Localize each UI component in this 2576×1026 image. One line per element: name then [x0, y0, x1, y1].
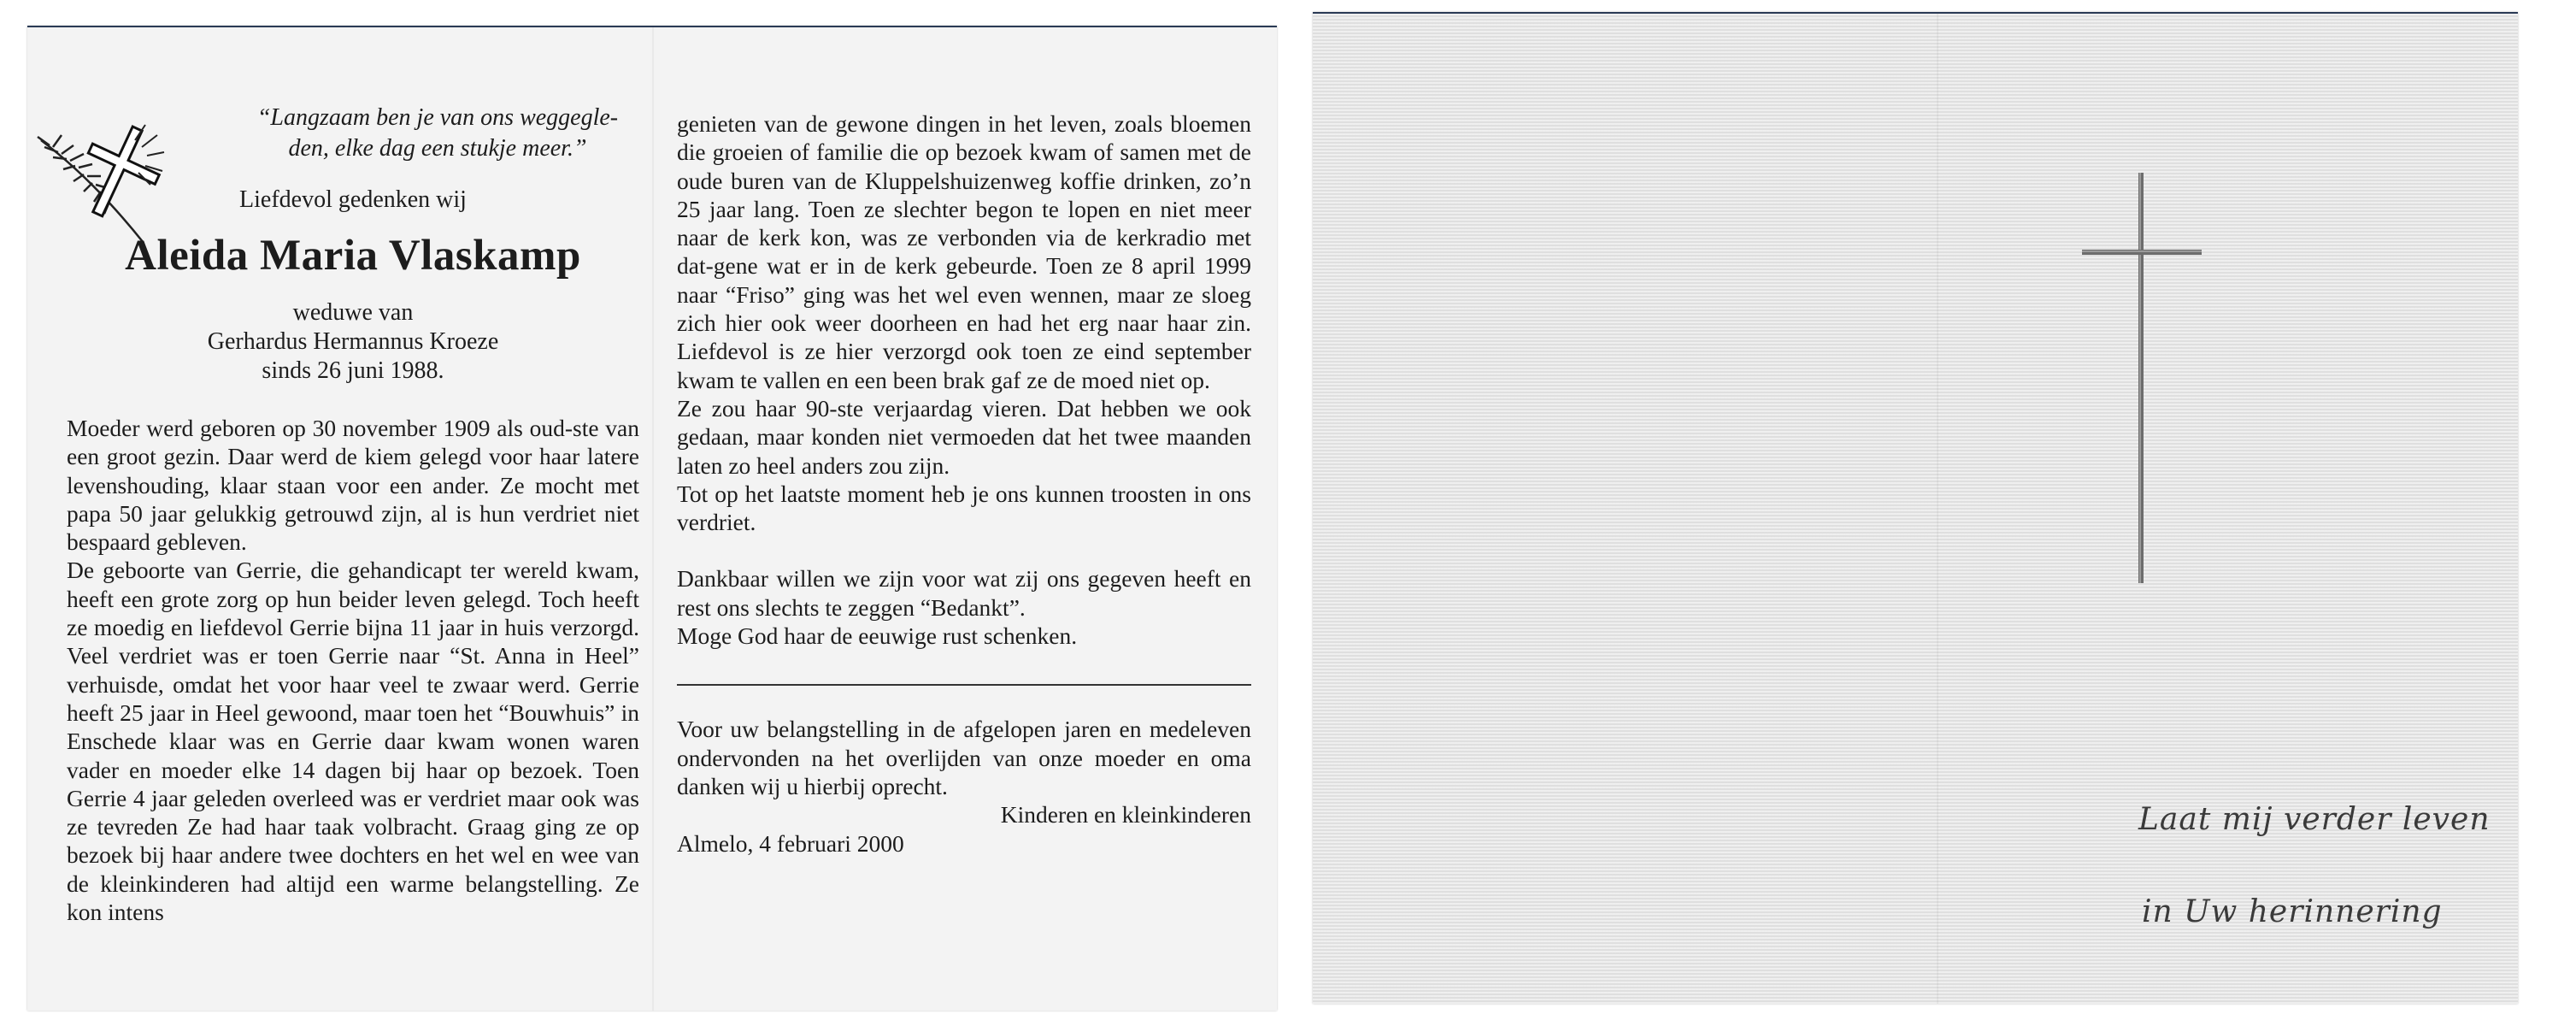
biography-paragraph: Ze zou haar 90-ste verjaardag vieren. Dat hebben we ook gedaan, maar konden niet vermoeden dat het twee maanden laten zo heel anders zou zijn.: [677, 394, 1251, 479]
intro-text: Liefdevol gedenken wij: [239, 186, 467, 213]
husband-name: Gerhardus Hermannus Kroeze: [207, 328, 499, 355]
blessing-line: Moge God haar de eeuwige rust schenken.: [677, 622, 1078, 650]
thanks-paragraph: Dankbaar willen we zijn voor wat zij ons gegeven heeft en rest ons slechts te zeggen “Bedankt”.: [677, 565, 1251, 621]
place-date: Almelo, 4 februari 2000: [677, 829, 904, 857]
cross-palm-emblem-icon: [32, 106, 203, 251]
biography-paragraph: De geboorte van Gerrie, die gehandicapt ter wereld kwam, heeft een grote zorg op hun beider leven gelegd. Toch heeft ze moedig en liefdevol Gerrie bijna 11 jaar in huis verzorgd. Veel verdriet was er toen Gerrie naar “St. Anna in Heel” verhuisde, omdat het voor haar veel te zwaar werd. Gerrie heeft 25 jaar in Heel gewoond, maar toen het “Bouwhuis” in Enschede klaar was en Gerrie daar kwam wonen waren vader en moeder elke 14 dagen bij haar op bezoek. Toen Gerrie 4 jaar geleden overleed was er verdriet maar ook was ze tevreden Ze had haar taak volbracht. Graag ging ze op bezoek bij haar andere twee dochters en het wel en wee van de kleinkinderen had altijd een warme belangstelling. Ze kon intens: [67, 557, 639, 926]
acknowledgement-paragraph: Voor uw belangstelling in de afgelopen jaren en medeleven ondervonden na het overlijden van onze moeder en oma danken wij u hierbij oprecht.: [677, 716, 1251, 799]
memorial-quote: [198, 103, 677, 164]
quote-line: den, elke dag een stukje meer.”: [288, 135, 587, 162]
since-date: sinds 26 juni 1988.: [262, 357, 444, 384]
card-fold: [652, 27, 654, 1011]
script-line: in Uw herinnering: [2142, 894, 2443, 929]
biography-left-column: [67, 414, 639, 926]
memorial-card-cover: [1313, 12, 2518, 1004]
cross-icon: [2082, 173, 2202, 583]
biography-paragraph: Moeder werd geboren op 30 november 1909 als oud-ste van een groot gezin. Daar werd de kiem gelegd voor haar latere levenshouding, klaar staan voor een ander. Ze mocht met papa 50 jaar gelukkig getrouwd zijn, al is hun verdriet niet bespaard gebleven.: [67, 415, 639, 556]
biography-paragraph: Tot op het laatste moment heb je ons kunnen troosten in ons verdriet.: [677, 480, 1251, 536]
quote-line: “Langzaam ben je van ons weggegle-: [256, 104, 619, 131]
memorial-card-inside: [27, 26, 1277, 1011]
deceased-name: Aleida Maria Vlaskamp: [125, 232, 581, 280]
widow-text: weduwe van: [292, 299, 414, 326]
card-fold: [1937, 14, 1938, 1004]
biography-paragraph: genieten van de gewone dingen in het leven, zoals bloemen die groeien of familie die op bezoek kwam of samen met de oude buren van de Kluppelshuizenweg koffie drinken, zo’n 25 jaar lang. Toen ze slechter begon te lopen en niet meer naar de kerk kon, was ze verbonden via de kerkradio met dat-gene wat er in de kerk gebeurde. Toen ze 8 april 1999 naar “Friso” ging was het wel even wennen, maar ze sloeg zich hier ook weer doorheen en had het erg naar haar zin. Liefdevol is ze hier verzorgd ook toen ze eind september kwam te vallen en een been brak gaf ze de moed niet op.: [677, 110, 1251, 393]
biography-right-column: [677, 109, 1251, 858]
divider: [677, 684, 1251, 686]
signature: Kinderen en kleinkinderen: [1000, 801, 1251, 828]
script-line: Laat mij verder leven: [2138, 802, 2491, 837]
